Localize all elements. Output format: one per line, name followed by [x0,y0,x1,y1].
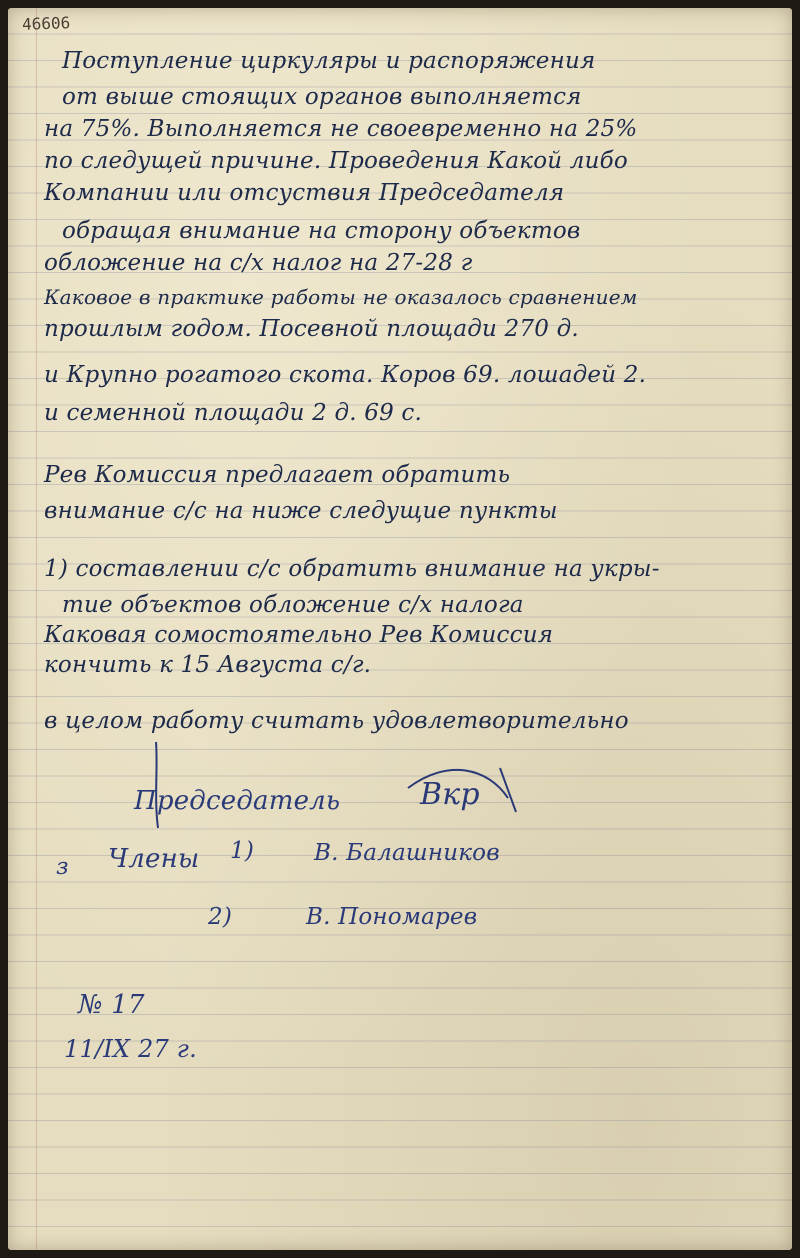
text-line-3: на 75%. Выполняется не своевременно на 25% [44,116,638,142]
text-line-2: от выше стоящих органов выполняется [62,84,582,110]
chairman-signature: Вкр [420,777,480,812]
text-line-7: обложение на с/х налог на 27-28 г [44,250,473,276]
text-line-6: обращая внимание на сторону объектов [62,218,581,244]
text-line-9: прошлым годом. Посевной площади 270 д. [44,316,579,342]
document-sheet [8,8,792,1250]
text-line-15: тие объектов обложение с/х налога [62,592,524,618]
text-line-17: кончить к 15 Августа с/г. [44,652,372,678]
members-prefix: з [56,854,69,880]
text-line-5: Компании или отсуствия Председателя [44,180,565,206]
archive-number: 46606 [21,13,71,34]
text-line-4: по следущей причине. Проведения Какой либо [44,148,628,174]
document-number: № 17 [78,990,145,1020]
text-line-8: Каковое в практике работы не оказалось сравнением [44,285,638,309]
text-line-18: в целом работу считать удовлетворительно [44,708,629,734]
document-date: 11/IX 27 г. [64,1035,197,1063]
margin-line [36,8,37,1250]
members-label: Члены [108,844,200,874]
text-line-13: внимание с/с на ниже следущие пункты [44,498,558,524]
chairman-signature-flourish [128,738,528,848]
member-1-signature: В. Балашников [314,840,500,866]
text-line-16: Каковая сомостоятельно Рев Комиссия [44,622,554,648]
text-line-12: Рев Комиссия предлагает обратить [44,462,511,488]
text-line-1: Поступление циркуляры и распоряжения [62,48,596,74]
member-1-number: 1) [230,838,255,864]
chairman-label: Председатель [134,786,341,816]
text-line-11: и семенной площади 2 д. 69 с. [44,400,423,426]
member-2-signature: В. Пономарев [306,904,478,930]
text-line-14: 1) составлении с/с обратить внимание на укры- [44,556,660,582]
member-2-number: 2) [208,904,233,930]
text-line-10: и Крупно рогатого скота. Коров 69. лошадей 2. [44,362,647,388]
